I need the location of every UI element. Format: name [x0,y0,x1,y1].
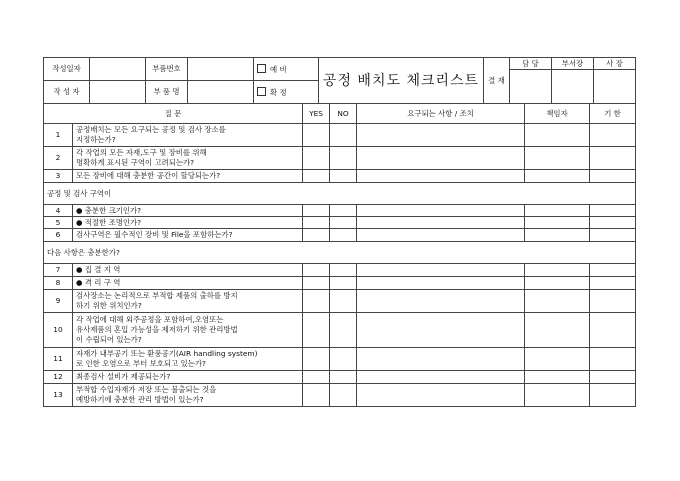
owner-cell[interactable] [525,205,590,217]
column-header-row [44,104,636,124]
checklist-row [44,277,636,290]
owner-cell[interactable] [525,229,590,242]
checklist-row [44,147,636,170]
final-label: 확 정 [270,87,287,97]
preliminary-option[interactable] [254,58,319,81]
owner-cell[interactable] [525,384,590,407]
no-cell[interactable] [330,290,357,313]
required-action-cell[interactable] [357,313,525,348]
section-row [44,183,636,205]
preliminary-checkbox[interactable] [257,64,266,73]
checklist-row [44,371,636,384]
question-line: ● 격 리 구 역 [76,278,121,287]
yes-header: YES [303,104,330,124]
question-cell [73,371,303,384]
owner-cell[interactable] [525,313,590,348]
owner-cell[interactable] [525,170,590,183]
question-cell [73,124,303,147]
due-date-cell[interactable] [590,313,636,348]
question-line: 각 작업의 모든 자재,도구 및 장비를 위해 [76,148,207,157]
row-number: 6 [44,229,73,242]
owner-cell[interactable] [525,147,590,170]
question-line: 하기 위한 위치인가? [76,301,142,310]
row-number: 9 [44,290,73,313]
no-cell[interactable] [330,229,357,242]
required-action-cell[interactable] [357,371,525,384]
final-option[interactable] [254,81,319,104]
owner-cell[interactable] [525,290,590,313]
no-cell[interactable] [330,205,357,217]
question-line: 유사제품의 혼입 가능성을 제저하기 위한 관리방법 [76,325,238,334]
section-row [44,242,636,264]
question-line: 자재가 내부공기 또는 환풍공기(AIR handling system) [76,349,258,358]
yes-cell[interactable] [303,313,330,348]
question-line: ● 충분한 크기인가? [76,205,142,215]
approval-label: 결 재 [484,58,510,104]
approver-staff-label: 담 당 [510,58,552,70]
yes-cell[interactable] [303,170,330,183]
due-date-cell[interactable] [590,205,636,217]
no-cell[interactable] [330,264,357,277]
section-heading: 다음 사항은 충분한가? [44,242,636,264]
yes-cell[interactable] [303,264,330,277]
question-line: 이 수립되어 있는가? [76,335,142,344]
required-action-cell[interactable] [357,229,525,242]
no-cell[interactable] [330,277,357,290]
yes-cell[interactable] [303,124,330,147]
owner-cell[interactable] [525,371,590,384]
required-action-cell[interactable] [357,124,525,147]
row-number: 10 [44,313,73,348]
no-header: NO [330,104,357,124]
owner-cell[interactable] [525,348,590,371]
required-action-cell[interactable] [357,277,525,290]
due-date-cell[interactable] [590,348,636,371]
row-number: 2 [44,147,73,170]
no-cell[interactable] [330,348,357,371]
part-name-label: 부 품 명 [146,81,188,104]
checklist-row [44,384,636,407]
owner-cell[interactable] [525,264,590,277]
question-line: 최종검사 설비가 제공되는가? [76,372,171,381]
part-no-label: 부품번호 [146,58,188,81]
question-cell [73,313,303,348]
checklist-row [44,124,636,147]
checklist-row [44,217,636,229]
due-date-cell[interactable] [590,217,636,229]
checklist-table [43,103,636,407]
question-line: 명확하게 표시된 구역이 고려되는가? [76,158,195,167]
no-cell[interactable] [330,217,357,229]
writer-label: 작 성 자 [44,81,90,104]
checklist-sheet [43,57,635,407]
due-date-header: 기 한 [590,104,636,124]
due-date-cell[interactable] [590,290,636,313]
approver-manager-label: 부서장 [552,58,594,70]
no-cell[interactable] [330,384,357,407]
final-checkbox[interactable] [257,87,266,96]
yes-cell[interactable] [303,384,330,407]
section-heading: 공정 및 검사 구역이 [44,183,636,205]
question-line: 검사장소는 논리적으로 부적합 제품의 출하를 방지 [76,291,238,300]
owner-cell[interactable] [525,217,590,229]
required-action-cell[interactable] [357,205,525,217]
row-number: 11 [44,348,73,371]
yes-cell[interactable] [303,290,330,313]
no-cell[interactable] [330,170,357,183]
checklist-row [44,264,636,277]
written-date-label: 작성일자 [44,58,90,81]
header-table [43,57,636,104]
approver-staff-sign[interactable] [510,70,552,104]
due-date-cell[interactable] [590,170,636,183]
question-line: 부적합 수입자재가 저장 또는 불출되는 것을 [76,385,217,394]
question-cell [73,348,303,371]
checklist-row [44,229,636,242]
row-number: 1 [44,124,73,147]
required-action-cell[interactable] [357,290,525,313]
checklist-row [44,348,636,371]
row-number: 12 [44,371,73,384]
question-cell [73,147,303,170]
question-cell [73,170,303,183]
required-action-cell[interactable] [357,147,525,170]
yes-cell[interactable] [303,205,330,217]
due-date-cell[interactable] [590,371,636,384]
no-cell[interactable] [330,313,357,348]
writer-value[interactable] [90,81,146,104]
required-action-cell[interactable] [357,170,525,183]
required-action-header: 요구되는 사항 / 조치 [357,104,525,124]
question-line: 공정배치는 모든 요구되는 공정 및 검사 장소를 [76,125,226,134]
question-cell [73,277,303,290]
question-line: ● 집 결 지 역 [76,265,121,274]
required-action-cell[interactable] [357,264,525,277]
checklist-row [44,290,636,313]
question-header: 질 문 [44,104,303,124]
row-number: 3 [44,170,73,183]
due-date-cell[interactable] [590,124,636,147]
row-number: 5 [44,217,73,229]
yes-cell[interactable] [303,277,330,290]
question-line: 지정하는가? [76,135,116,144]
document-title: 공정 배치도 체크리스트 [319,58,484,104]
approver-president-sign[interactable] [594,70,636,104]
due-date-cell[interactable] [590,277,636,290]
approver-manager-sign[interactable] [552,70,594,104]
row-number: 13 [44,384,73,407]
question-line: 검사구역은 필수적인 장비 및 File을 포함하는가? [76,230,233,239]
no-cell[interactable] [330,124,357,147]
question-cell [73,205,303,217]
question-cell [73,264,303,277]
question-cell [73,217,303,229]
yes-cell[interactable] [303,371,330,384]
row-number: 8 [44,277,73,290]
yes-cell[interactable] [303,348,330,371]
checklist-row [44,170,636,183]
question-cell [73,384,303,407]
question-line: 모든 장비에 대해 충분한 공간이 할당되는가? [76,171,221,180]
written-date-value[interactable] [90,58,146,81]
question-cell [73,290,303,313]
due-date-cell[interactable] [590,264,636,277]
required-action-cell[interactable] [357,384,525,407]
part-name-value[interactable] [188,81,254,104]
checklist-rows [44,124,636,407]
due-date-cell[interactable] [590,384,636,407]
no-cell[interactable] [330,371,357,384]
question-cell [73,229,303,242]
no-cell[interactable] [330,147,357,170]
row-number: 7 [44,264,73,277]
yes-cell[interactable] [303,147,330,170]
checklist-row [44,205,636,217]
question-line: 예방하기에 충분한 관리 방법이 있는가? [76,395,204,404]
yes-cell[interactable] [303,229,330,242]
question-line: 로 인한 오염으로 부터 보호되고 있는가? [76,359,206,368]
required-action-cell[interactable] [357,348,525,371]
due-date-cell[interactable] [590,229,636,242]
owner-header: 책임자 [525,104,590,124]
approver-president-label: 사 장 [594,58,636,70]
due-date-cell[interactable] [590,147,636,170]
part-no-value[interactable] [188,58,254,81]
owner-cell[interactable] [525,277,590,290]
required-action-cell[interactable] [357,217,525,229]
checklist-row [44,313,636,348]
preliminary-label: 예 비 [270,64,287,74]
question-line: ● 적절한 조명인가? [76,217,142,227]
row-number: 4 [44,205,73,217]
question-line: 각 작업에 대해 외주공정을 포함하여,오염또는 [76,315,224,324]
yes-cell[interactable] [303,217,330,229]
owner-cell[interactable] [525,124,590,147]
